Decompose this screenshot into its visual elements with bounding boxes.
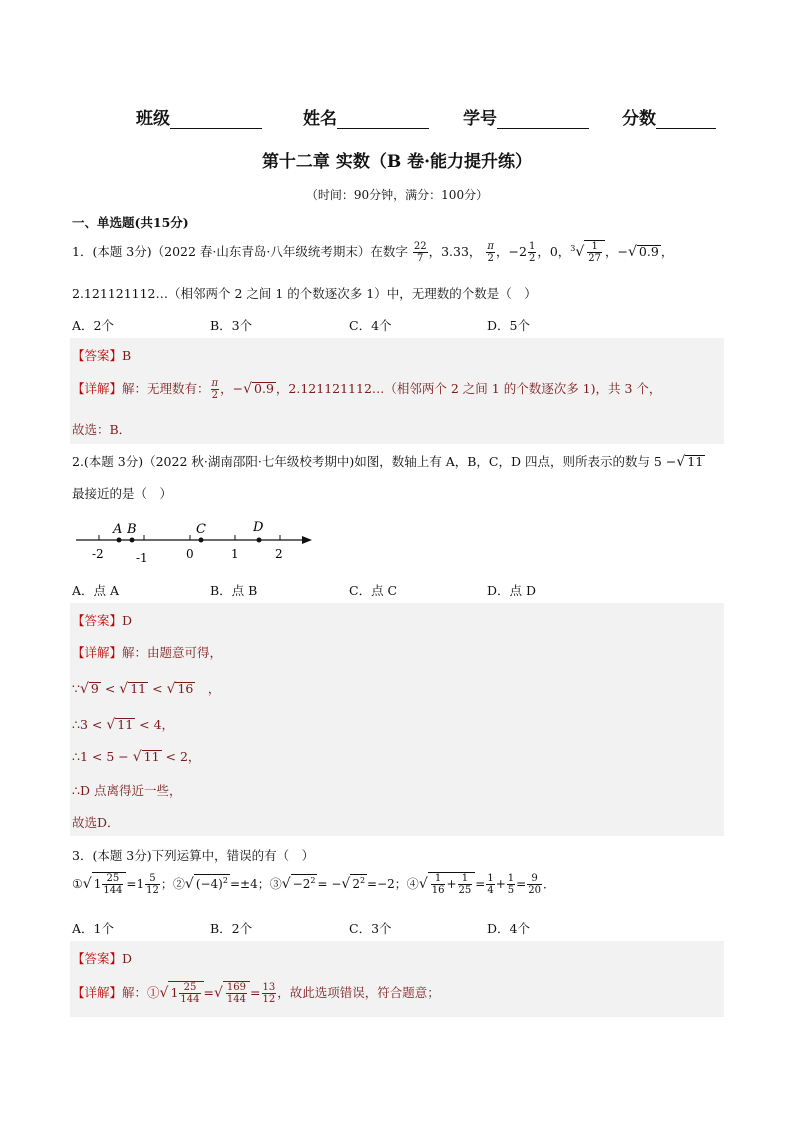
q2-option-b[interactable]: B．点 B bbox=[210, 583, 258, 598]
q2-option-c[interactable]: C．点 C bbox=[349, 583, 398, 598]
point-a-label: A bbox=[113, 522, 123, 537]
class-blank[interactable] bbox=[170, 110, 262, 129]
q1-answer-value: B bbox=[122, 348, 132, 363]
number-line-arrow bbox=[302, 536, 312, 544]
q3-option-a[interactable]: A．1个 bbox=[72, 921, 114, 936]
q3-detail-pre: 解： bbox=[122, 985, 148, 1000]
q2-answer-panel bbox=[70, 603, 724, 836]
axis-label-2: 2 bbox=[275, 547, 283, 561]
q1-detail-label: 【详解】 bbox=[72, 381, 123, 396]
q3-answer-line bbox=[72, 949, 132, 967]
q1-sqrt-09: 0.9 bbox=[638, 244, 659, 259]
q1-answer-label: 【答案】 bbox=[72, 348, 123, 363]
q2-option-d[interactable]: D．点 D bbox=[487, 583, 537, 598]
q3-answer-panel bbox=[70, 941, 724, 1017]
q3-mark-1: ① bbox=[72, 877, 83, 891]
q2-answer-label: 【答案】 bbox=[72, 613, 123, 628]
q1-detail-pre: 解：无理数有： bbox=[122, 381, 210, 396]
q1-option-c[interactable]: C．4个 bbox=[349, 318, 392, 333]
score-blank[interactable] bbox=[656, 110, 716, 129]
axis-label-neg2: -2 bbox=[92, 547, 104, 561]
document-subtitle: （时间：90分钟，满分：100分） bbox=[305, 188, 489, 202]
axis-label-1: 1 bbox=[231, 547, 239, 561]
q1-frac-22-7: $\frac{22}{7}$ bbox=[413, 241, 427, 264]
q3-detail-label: 【详解】 bbox=[72, 985, 123, 1000]
q3-answer-value: D bbox=[122, 951, 133, 966]
q2-answer-line bbox=[72, 611, 132, 629]
q1-option-b[interactable]: B．3个 bbox=[210, 318, 253, 333]
q1-detail-mid: ，− bbox=[220, 381, 244, 396]
q2-conclusion: 故选D． bbox=[72, 815, 120, 830]
q1-text-neg: ，− bbox=[605, 244, 628, 259]
q1-frac-1-2: $\frac{1}{2}$ bbox=[528, 241, 536, 264]
point-c-label: C bbox=[196, 522, 206, 537]
q2-detail-line bbox=[72, 643, 222, 661]
id-blank[interactable] bbox=[497, 110, 589, 129]
q2-detail-text: 解：由题意可得， bbox=[122, 645, 223, 660]
q3-option-b[interactable]: B．2个 bbox=[210, 921, 253, 936]
q1-detail-frac-pi: $\frac{\pi}{2}$ bbox=[211, 378, 219, 401]
q2-answer-value: D bbox=[122, 613, 133, 628]
point-d-label: D bbox=[253, 520, 264, 535]
number-line bbox=[70, 512, 320, 572]
q1-option-a[interactable]: A．2个 bbox=[72, 318, 114, 333]
q3-mark-2: ② bbox=[172, 877, 185, 891]
q3-option-d[interactable]: D．4个 bbox=[487, 921, 530, 936]
score-field bbox=[622, 104, 716, 129]
id-field bbox=[463, 104, 589, 129]
q3-detail-mark: ① bbox=[147, 985, 160, 1000]
q1-frac-pi-2: $\frac{\pi}{2}$ bbox=[487, 241, 494, 264]
point-b-label: B bbox=[127, 522, 137, 537]
q1-detail-sqrt: 0.9 bbox=[254, 381, 274, 396]
q2-line1-text: 2.(本题 3分)（2022 秋·湖南邵阳·七年级校考期中)如图，数轴上有 A，B，C，D 四点，则所表示的数与 5 − bbox=[72, 454, 677, 469]
q1-comma: ， bbox=[660, 244, 674, 259]
name-field bbox=[303, 104, 429, 129]
q1-text-333: ，3.33， bbox=[428, 244, 482, 259]
q1-detail-line: 【详解】解：无理数有： $\frac{\pi}{2}$ ，−√ 0.9 ，2.121121112…（相邻两个 2 之间 1 的个数逐次多 1)，共 3 个， bbox=[72, 378, 662, 401]
q1-prefix: 1．(本题 3分)（2022 春·山东青岛·八年级统考期末）在数字 bbox=[72, 244, 408, 259]
axis-label-neg1: -1 bbox=[136, 551, 148, 565]
section-heading: 一、单选题(共15分) bbox=[72, 215, 189, 230]
name-label: 姓名 bbox=[303, 109, 337, 129]
point-a-dot bbox=[117, 538, 122, 543]
q2-sqrt-11: 11 bbox=[687, 454, 704, 469]
q3-detail-post: ，故此选项错误，符合题意； bbox=[277, 985, 440, 1000]
q3-stem-line1: 3．(本题 3分)下列运算中，错误的有（ ） bbox=[72, 848, 315, 863]
q1-detail-post: ，2.121121112…（相邻两个 2 之间 1 的个数逐次多 1)，共 3 个， bbox=[275, 381, 662, 396]
q1-text-zero: ，0， bbox=[537, 244, 571, 259]
q1-answer-line bbox=[72, 346, 131, 364]
q2-step-1: ∵√ 9 < √ 11 < √ 16 ， bbox=[72, 681, 221, 697]
name-blank[interactable] bbox=[337, 110, 429, 129]
axis-label-0: 0 bbox=[186, 547, 194, 561]
student-info-header bbox=[0, 104, 794, 132]
q2-step-4: ∴D 点离得近一些， bbox=[72, 783, 182, 798]
score-label: 分数 bbox=[622, 109, 656, 129]
q3-answer-label: 【答案】 bbox=[72, 951, 123, 966]
point-d-dot bbox=[257, 538, 262, 543]
q2-detail-label: 【详解】 bbox=[72, 645, 123, 660]
q1-cbrt-index: 3 bbox=[570, 243, 576, 253]
q2-option-a[interactable]: A．点 A bbox=[72, 583, 120, 598]
q2-step-2: ∴3 < √ 11 < 4， bbox=[72, 717, 175, 733]
q2-stem-line2: 最接近的是（ ） bbox=[72, 486, 173, 501]
q1-stem-line1: 1．(本题 3分)（2022 春·山东青岛·八年级统考期末）在数字 $\frac{22}{7}$ ，3.33， $\frac{\pi}{2}$ ，−2 $\frac{1}{2}$ ，0，$^3$√ $\frac{1}{27}$ ，−√ 0.9 ， bbox=[72, 241, 674, 264]
point-c-dot bbox=[199, 538, 204, 543]
q3-mark-4: ④ bbox=[406, 877, 419, 891]
class-field bbox=[136, 104, 262, 129]
q1-cbrt-radicand: $\frac{1}{27}$ bbox=[584, 240, 605, 264]
point-b-dot bbox=[130, 538, 135, 543]
q2-step-3: ∴1 < 5 − √ 11 < 2， bbox=[72, 749, 201, 765]
q3-expressions: ①√ 1 $\frac{25}{144}$ =1 $\frac{5}{12}$ ；②√ $(-4)^2 =\pm 4$；③√ $-2^2$ = −√ $2^2 =-2$；④√ $\frac{1}{16}$ + $\frac{1}{25}$ = $\frac{1}{4}$ + $\frac{1}{5}$ = $\frac{9}{20}$ ． bbox=[72, 873, 555, 896]
document-title: 第十二章 实数（B 卷·能力提升练） bbox=[261, 152, 533, 172]
id-label: 学号 bbox=[463, 109, 497, 129]
q1-conclusion: 故选：B． bbox=[72, 422, 132, 437]
q3-mark-3: ③ bbox=[269, 877, 282, 891]
q1-answer-panel bbox=[70, 338, 724, 444]
q3-option-c[interactable]: C．3个 bbox=[349, 921, 392, 936]
q1-text-neg2: ，−2 bbox=[496, 244, 527, 259]
q2-stem-line1: 2.(本题 3分)（2022 秋·湖南邵阳·七年级校考期中)如图，数轴上有 A，B，C，D 四点，则所表示的数与 5 −√ 11 bbox=[72, 454, 704, 470]
q1-option-d[interactable]: D．5个 bbox=[487, 318, 530, 333]
class-label: 班级 bbox=[136, 109, 170, 129]
q1-stem-line2: 2.121121112…（相邻两个 2 之间 1 的个数逐次多 1）中，无理数的个数是（ ） bbox=[72, 286, 537, 301]
q3-detail-line: 【详解】解：①√ 1 $\frac{25}{144}$ =√ $\frac{169}{144}$ = $\frac{13}{12}$ ，故此选项错误，符合题意； bbox=[72, 982, 440, 1005]
